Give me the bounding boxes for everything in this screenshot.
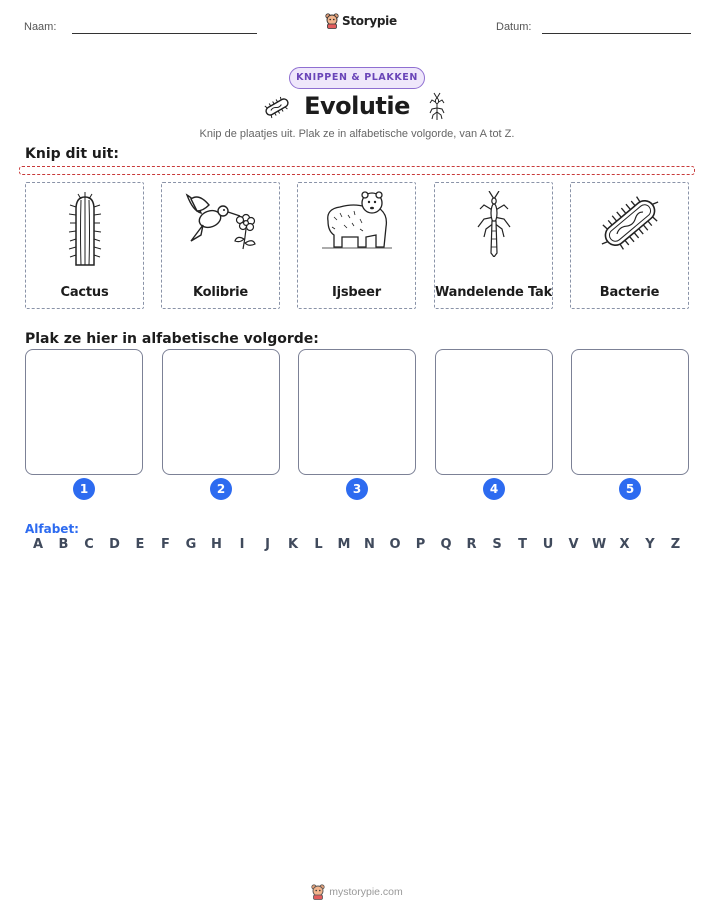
name-field-line[interactable]: [72, 33, 257, 34]
cut-line: [19, 166, 695, 175]
title-row: [0, 92, 714, 126]
stick-insect-icon: [474, 191, 514, 257]
alphabet-letter: Y: [645, 537, 655, 552]
alphabet-letter: J: [265, 537, 270, 552]
footer-url[interactable]: mystorypie.com: [329, 886, 403, 898]
alphabet-letter: A: [32, 537, 44, 552]
paste-box-5[interactable]: [571, 349, 689, 475]
alphabet-letter: I: [239, 537, 245, 552]
alphabet-letter: H: [211, 537, 222, 552]
alphabet-letter: S: [492, 537, 502, 552]
alphabet-letter: L: [314, 537, 323, 552]
date-field-line[interactable]: [542, 33, 691, 34]
paste-box-4[interactable]: [435, 349, 553, 475]
alphabet-letter: K: [287, 537, 299, 552]
cut-card-ijsbeer[interactable]: [297, 182, 416, 309]
alphabet-label: Alfabet:: [25, 522, 79, 536]
paste-section-heading: Plak ze hier in alfabetische volgorde:: [25, 331, 319, 347]
alphabet-letter: R: [466, 537, 477, 552]
position-number: 2: [210, 478, 232, 500]
alphabet-letter: Z: [670, 537, 681, 552]
alphabet-letter: G: [185, 537, 197, 552]
cut-card-wandelende-tak[interactable]: [434, 182, 553, 309]
storypie-mascot-icon: [311, 884, 325, 900]
cut-section-heading: Knip dit uit:: [25, 146, 119, 162]
alphabet-letter: M: [337, 537, 351, 552]
footer: [0, 884, 714, 900]
polar-bear-icon: [320, 191, 394, 251]
alphabet-letter: N: [364, 537, 375, 552]
card-label: Kolibrie: [192, 285, 249, 300]
alphabet-letter: T: [518, 537, 527, 552]
page-title: Evolutie: [304, 92, 410, 120]
position-number: 1: [73, 478, 95, 500]
alphabet-letter: Q: [440, 537, 452, 552]
position-number: 3: [346, 478, 368, 500]
paste-box-3[interactable]: [298, 349, 416, 475]
alphabet-letter: X: [619, 537, 630, 552]
position-number: 4: [483, 478, 505, 500]
alphabet-letter: P: [415, 537, 426, 552]
cactus-icon: [60, 191, 110, 267]
cut-card-cactus[interactable]: [25, 182, 144, 309]
paste-box-1[interactable]: [25, 349, 143, 475]
bacteria-icon: [597, 191, 663, 255]
name-label: Naam:: [24, 21, 57, 33]
alphabet-letter: E: [135, 537, 145, 552]
header: [0, 0, 714, 50]
brand-name: Storypie: [342, 14, 397, 28]
brand-logo: [325, 13, 397, 29]
position-number: 5: [619, 478, 641, 500]
paste-box-2[interactable]: [162, 349, 280, 475]
cut-card-bacterie[interactable]: [570, 182, 689, 309]
alphabet-letter: D: [109, 537, 120, 552]
instructions: Knip de plaatjes uit. Plak ze in alfabetische volgorde, van A tot Z.: [199, 128, 515, 140]
stick-insect-icon: [428, 92, 446, 122]
activity-type-badge: KNIPPEN & PLAKKEN: [289, 67, 425, 89]
alphabet-letter: V: [568, 537, 579, 552]
alphabet-letter: U: [542, 537, 554, 552]
date-label: Datum:: [496, 21, 532, 33]
cut-card-kolibrie[interactable]: [161, 182, 280, 309]
card-label: Cactus: [60, 285, 109, 300]
card-label: Ijsbeer: [332, 285, 381, 300]
alphabet-letter: F: [161, 537, 170, 552]
alphabet-letter: B: [58, 537, 69, 552]
alphabet-letter: W: [591, 537, 607, 552]
storypie-mascot-icon: [325, 13, 339, 29]
card-label: Bacterie: [599, 285, 660, 300]
alphabet-letter: O: [389, 537, 401, 552]
alphabet-letter: C: [84, 537, 94, 552]
card-label: Wandelende Tak: [435, 285, 553, 300]
hummingbird-icon: [183, 191, 259, 251]
